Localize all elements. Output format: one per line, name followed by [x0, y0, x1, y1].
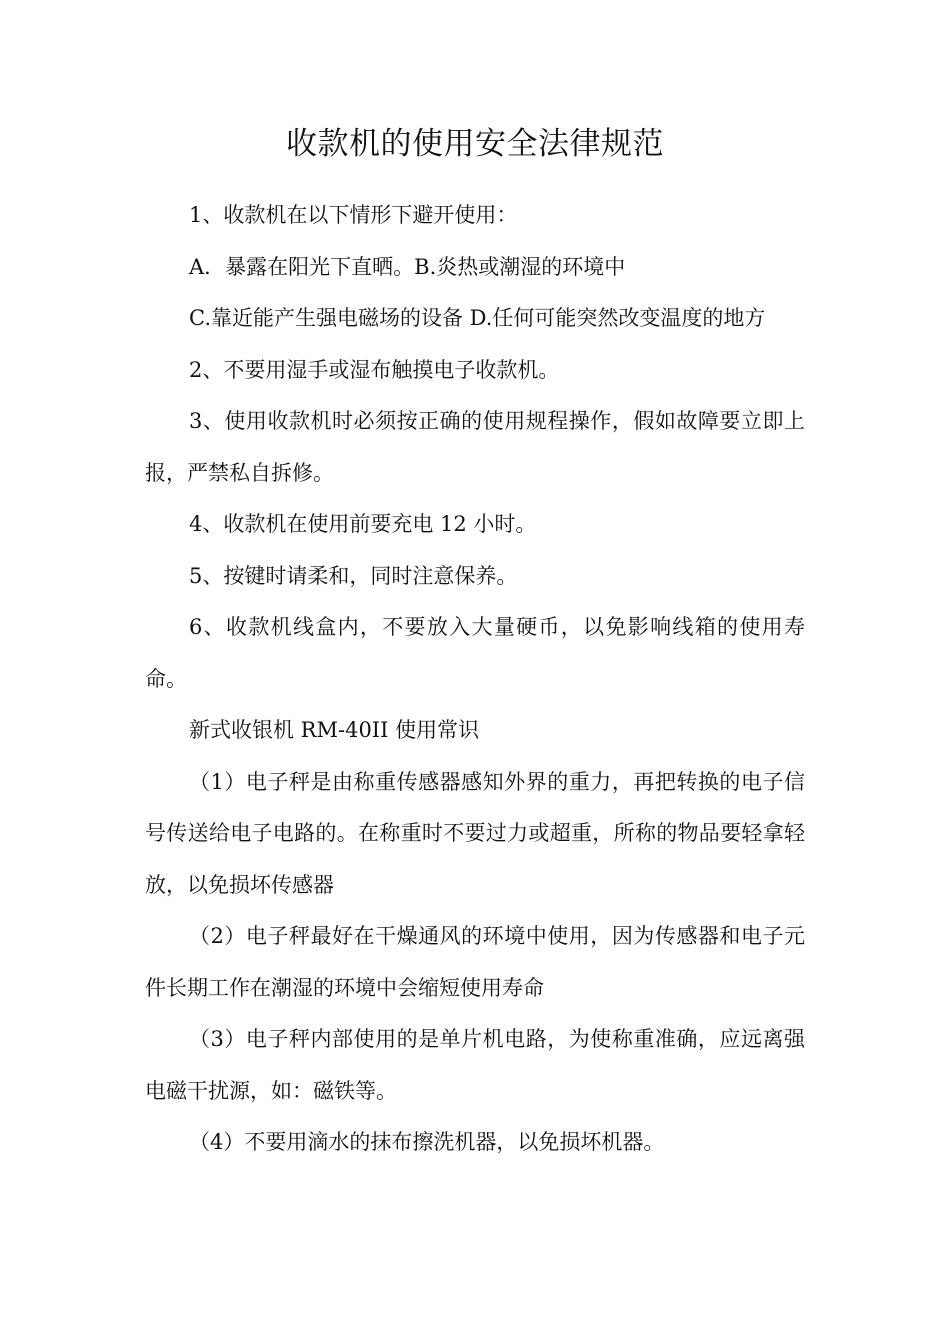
paragraph-1: 1、收款机在以下情形下避开使用：	[189, 203, 518, 227]
paragraph-2: A．暴露在阳光下直晒。B.炎热或潮湿的环境中	[189, 254, 626, 279]
paragraph-7: 5、按键时请柔和，同时注意保养。	[189, 563, 518, 588]
paragraph-3: C.靠近能产生强电磁场的设备 D.任何可能突然改变温度的地方	[189, 306, 766, 330]
paragraph-6: 4、收款机在使用前要充电 12 小时。	[189, 512, 537, 536]
paragraph-9: 新式收银机 RM-40II 使用常识	[189, 718, 480, 742]
paragraph-12: （3）电子秤内部使用的是单片机电路，为使称重准确，应远离强电磁干扰源，如：磁铁等。	[145, 1027, 805, 1103]
paragraph-11: （2）电子秤最好在干燥通风的环境中使用，因为传感器和电子元件长期工作在潮湿的环境中会缩短使用寿命	[145, 924, 805, 1000]
document-title: 收款机的使用安全法律规范	[286, 126, 664, 162]
paragraph-4: 2、不要用湿手或湿布触摸电子收款机。	[189, 357, 560, 382]
paragraph-8: 6、收款机线盒内，不要放入大量硬币，以免影响线箱的使用寿命。	[145, 615, 805, 691]
paragraph-5: 3、使用收款机时必须按正确的使用规程操作，假如故障要立即上报，严禁私自拆修。	[145, 409, 805, 485]
paragraph-10: （1）电子秤是由称重传感器感知外界的重力，再把转换的电子信号传送给电子电路的。在称重时不要过力或超重，所称的物品要轻拿轻放，以免损坏传感器	[145, 769, 805, 897]
paragraph-13: （4）不要用滴水的抹布擦洗机器，以免损坏机器。	[189, 1130, 665, 1154]
document-body	[145, 190, 805, 1169]
